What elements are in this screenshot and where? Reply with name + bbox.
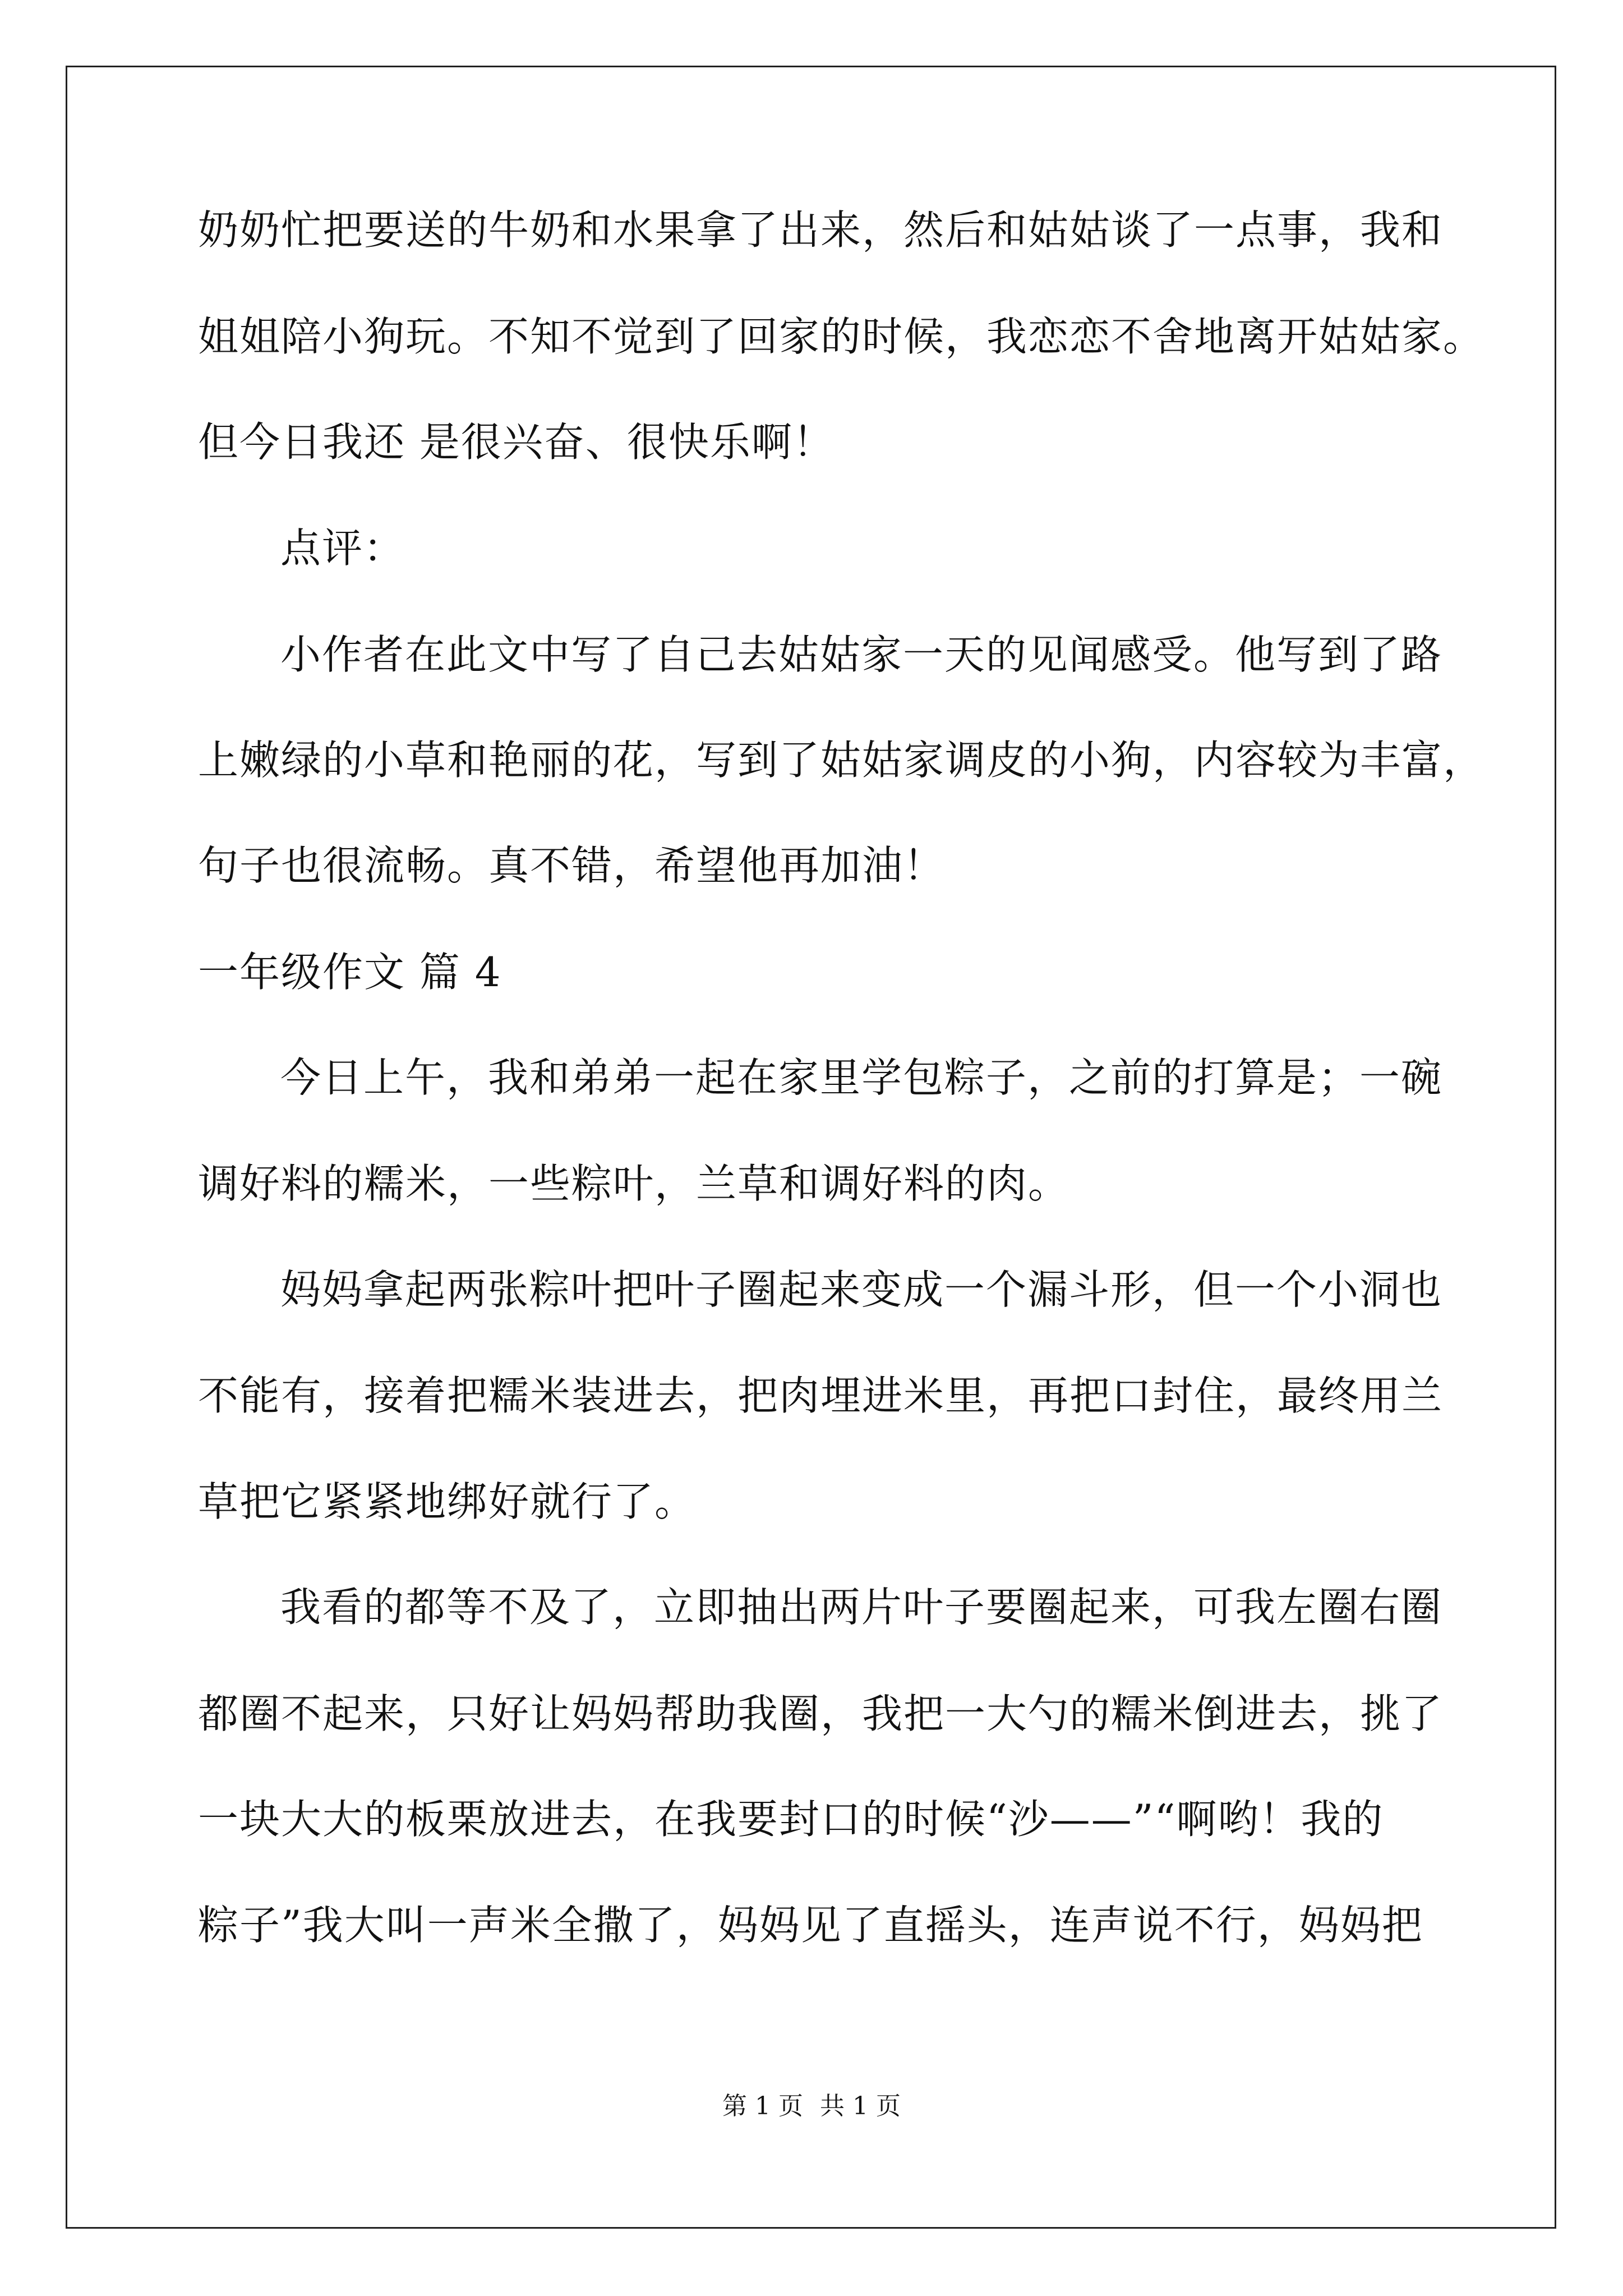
body-line: 一块大大的板栗放进去，在我要封口的时候“沙——”“啊哟！我的 <box>198 1796 1384 1843</box>
body-line: 妈妈拿起两张粽叶把叶子圈起来变成一个漏斗形，但一个小洞也 <box>280 1266 1443 1313</box>
body-line: 但今日我还 是很兴奋、很快乐啊！ <box>198 418 834 466</box>
body-line: 今日上午，我和弟弟一起在家里学包粽子，之前的打算是；一碗 <box>280 1054 1443 1101</box>
page-footer <box>0 2090 1623 2123</box>
body-line: 上嫩绿的小草和艳丽的花，写到了姑姑家调皮的小狗，内容较为丰富， <box>198 737 1485 784</box>
body-line: 不能有，接着把糯米装进去，把肉埋进米里，再把口封住，最终用兰 <box>198 1372 1444 1419</box>
body-line: 小作者在此文中写了自己去姑姑家一天的见闻感受。他写到了路 <box>280 631 1443 678</box>
body-line: 姐姐陪小狗玩。不知不觉到了回家的时候，我恋恋不舍地离开姑姑家。 <box>198 313 1485 360</box>
review-heading: 点评： <box>280 524 405 572</box>
page-number: 第 1 页 <box>722 2092 803 2120</box>
body-line: 草把它紧紧地绑好就行了。 <box>198 1478 697 1525</box>
page-total: 共 1 页 <box>820 2092 901 2120</box>
body-line: 我看的都等不及了，立即抽出两片叶子要圈起来，可我左圈右圈 <box>280 1584 1443 1631</box>
body-line: 都圈不起来，只好让妈妈帮助我圈，我把一大勺的糯米倒进去，挑了 <box>198 1690 1444 1737</box>
body-line: 粽子”我大叫一声米全撒了，妈妈见了直摇头，连声说不行，妈妈把 <box>198 1902 1423 1949</box>
section-title: 一年级作文 篇 4 <box>198 949 502 996</box>
body-line: 调好料的糯米，一些粽叶，兰草和调好料的肉。 <box>198 1160 1070 1207</box>
body-line: 句子也很流畅。真不错，希望他再加油！ <box>198 842 946 889</box>
body-line: 奶奶忙把要送的牛奶和水果拿了出来，然后和姑姑谈了一点事，我和 <box>198 206 1444 254</box>
